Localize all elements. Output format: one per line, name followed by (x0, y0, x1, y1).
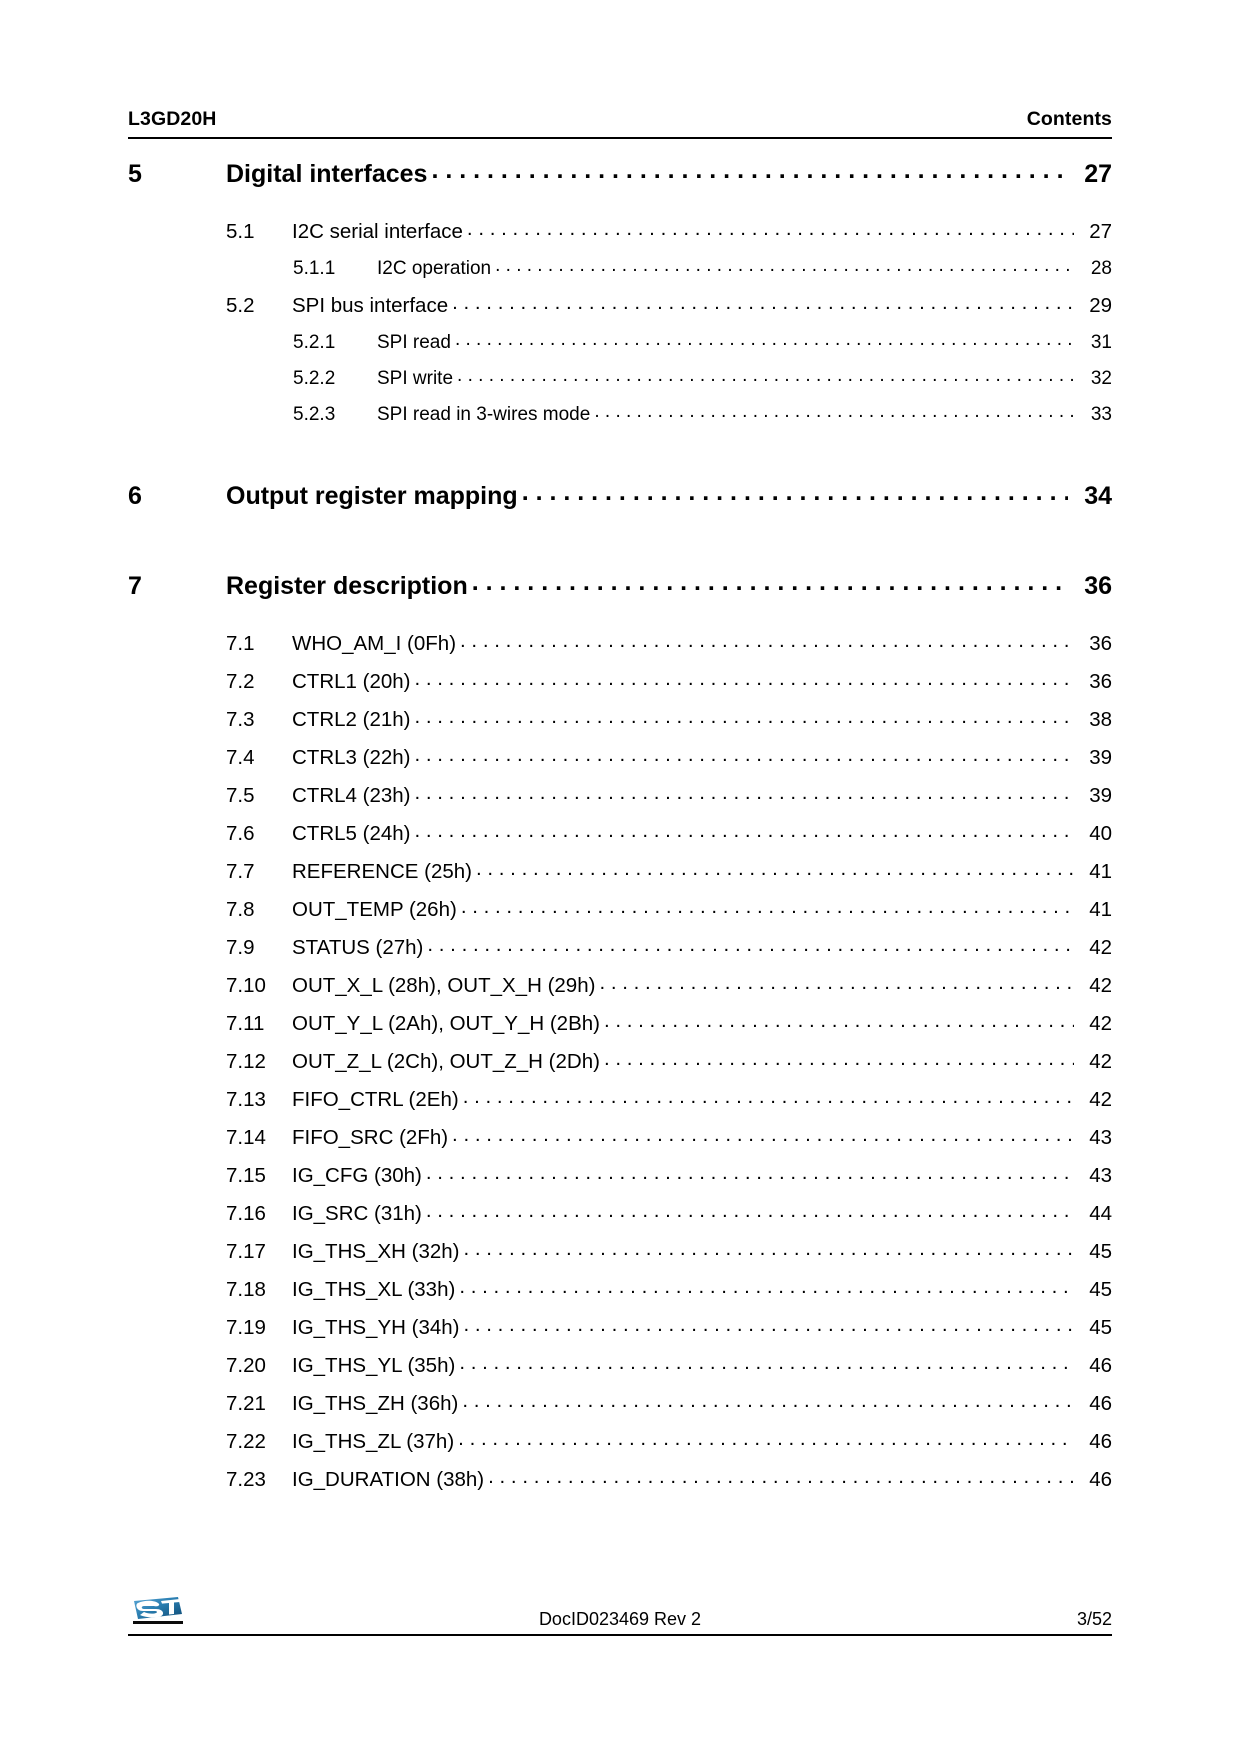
page-header-row (128, 108, 1112, 137)
toc-entry-page: 39 (1089, 784, 1112, 807)
toc-entry-title: REFERENCE (25h) (292, 860, 472, 883)
table-of-contents (128, 160, 1112, 1506)
toc-entry-title: CTRL2 (21h) (292, 708, 411, 731)
toc-entry-title: IG_SRC (31h) (292, 1202, 422, 1225)
toc-entry-page: 46 (1089, 1392, 1112, 1415)
toc-entry-number: 7.21 (226, 1392, 266, 1415)
toc-entry-title: I2C operation (377, 258, 492, 279)
toc-entry[interactable] (128, 482, 1112, 530)
toc-entry-page: 40 (1089, 822, 1112, 845)
toc-entry[interactable] (128, 1126, 1112, 1164)
toc-entry-title: Register description (226, 572, 468, 600)
footer-row (128, 1590, 1112, 1634)
toc-entry-title: Digital interfaces (226, 160, 428, 188)
toc-entry-page: 36 (1089, 670, 1112, 693)
toc-entry[interactable] (128, 1430, 1112, 1468)
toc-entry[interactable] (128, 1164, 1112, 1202)
toc-entry-page: 44 (1089, 1202, 1112, 1225)
toc-leader-dots (415, 819, 1075, 843)
toc-entry-title: Output register mapping (226, 482, 518, 510)
toc-leader-dots (461, 895, 1074, 919)
toc-entry-page: 45 (1089, 1316, 1112, 1339)
footer-divider (128, 1634, 1112, 1636)
toc-entry-number: 7.16 (226, 1202, 266, 1225)
toc-entry-number: 7.1 (226, 632, 255, 655)
toc-leader-dots (452, 1123, 1074, 1147)
toc-entry[interactable] (128, 1088, 1112, 1126)
toc-entry-number: 7.15 (226, 1164, 266, 1187)
toc-entry[interactable] (128, 1012, 1112, 1050)
toc-entry-page: 42 (1089, 1012, 1112, 1035)
toc-entry-page: 45 (1089, 1278, 1112, 1301)
toc-leader-dots (599, 971, 1074, 995)
toc-entry[interactable] (128, 404, 1112, 440)
toc-entry-number: 6 (128, 482, 142, 510)
toc-entry-page: 33 (1090, 404, 1112, 425)
toc-entry-page: 43 (1089, 1126, 1112, 1149)
toc-leader-dots (455, 329, 1074, 351)
header-document-title: L3GD20H (128, 108, 217, 130)
toc-spacer (128, 440, 1112, 482)
toc-spacer (128, 530, 1112, 572)
toc-entry-number: 5.1.1 (293, 258, 336, 279)
toc-leader-dots (415, 781, 1075, 805)
toc-entry-number: 7.5 (226, 784, 255, 807)
toc-leader-dots (415, 667, 1075, 691)
toc-entry-page: 41 (1089, 860, 1112, 883)
toc-entry-title: OUT_Z_L (2Ch), OUT_Z_H (2Dh) (292, 1050, 600, 1073)
toc-entry-number: 7.14 (226, 1126, 266, 1149)
toc-entry[interactable] (128, 746, 1112, 784)
toc-entry-page: 46 (1089, 1354, 1112, 1377)
toc-leader-dots (604, 1047, 1074, 1071)
toc-entry-number: 7.17 (226, 1240, 266, 1263)
toc-entry-number: 7.19 (226, 1316, 266, 1339)
toc-entry-page: 41 (1089, 898, 1112, 921)
toc-entry-title: IG_THS_ZH (36h) (292, 1392, 459, 1415)
toc-entry-number: 5.2.3 (293, 404, 336, 425)
toc-entry[interactable] (128, 1202, 1112, 1240)
toc-leader-dots (463, 1237, 1074, 1261)
toc-entry-title: SPI read (377, 332, 451, 353)
toc-entry-page: 36 (1084, 572, 1112, 600)
toc-entry[interactable] (128, 572, 1112, 620)
toc-leader-dots (463, 1313, 1074, 1337)
toc-leader-dots (522, 478, 1068, 507)
header-section-name: Contents (1026, 108, 1112, 130)
toc-leader-dots (457, 365, 1074, 387)
toc-entry[interactable] (128, 258, 1112, 294)
toc-entry-title: SPI write (377, 368, 454, 389)
toc-leader-dots (458, 1427, 1074, 1451)
toc-entry-title: OUT_Y_L (2Ah), OUT_Y_H (2Bh) (292, 1012, 600, 1035)
toc-entry[interactable] (128, 1354, 1112, 1392)
toc-entry-title: STATUS (27h) (292, 936, 424, 959)
toc-entry-title: I2C serial interface (292, 220, 463, 243)
toc-entry-number: 7.13 (226, 1088, 266, 1111)
toc-entry-title: FIFO_SRC (2Fh) (292, 1126, 449, 1149)
toc-entry-number: 7.22 (226, 1430, 266, 1453)
toc-entry-number: 7.11 (226, 1012, 265, 1035)
toc-entry[interactable] (128, 1392, 1112, 1430)
toc-entry-page: 39 (1089, 746, 1112, 769)
toc-entry-title: CTRL3 (22h) (292, 746, 411, 769)
toc-leader-dots (426, 1161, 1074, 1185)
toc-entry[interactable] (128, 822, 1112, 860)
footer-doc-id: DocID023469 Rev 2 (538, 1609, 702, 1629)
toc-entry[interactable] (128, 220, 1112, 258)
toc-entry-page: 43 (1089, 1164, 1112, 1187)
toc-entry-title: IG_DURATION (38h) (292, 1468, 485, 1491)
toc-entry-page: 28 (1090, 258, 1112, 279)
toc-entry-page: 46 (1089, 1430, 1112, 1453)
toc-leader-dots (476, 857, 1074, 881)
toc-entry[interactable] (128, 632, 1112, 670)
toc-leader-dots (452, 291, 1074, 315)
toc-entry-title: SPI read in 3-wires mode (377, 404, 591, 425)
toc-entry-number: 7.12 (226, 1050, 266, 1073)
toc-entry-number: 5.2 (226, 294, 255, 317)
toc-leader-dots (604, 1009, 1074, 1033)
toc-entry-number: 7.3 (226, 708, 255, 731)
toc-entry[interactable] (128, 1278, 1112, 1316)
toc-entry-number: 7.9 (226, 936, 255, 959)
toc-entry[interactable] (128, 898, 1112, 936)
toc-leader-dots (594, 401, 1074, 423)
toc-entry-number: 7.10 (226, 974, 266, 997)
toc-entry-title: OUT_X_L (28h), OUT_X_H (29h) (292, 974, 596, 997)
toc-entry-number: 5.2.2 (293, 368, 336, 389)
toc-entry-title: CTRL4 (23h) (292, 784, 411, 807)
toc-entry-title: IG_THS_XL (33h) (292, 1278, 456, 1301)
toc-entry-title: WHO_AM_I (0Fh) (292, 632, 457, 655)
page-header (128, 108, 1112, 146)
toc-entry-number: 7.7 (226, 860, 255, 883)
toc-leader-dots (467, 217, 1074, 241)
toc-leader-dots (415, 705, 1075, 729)
toc-entry[interactable] (128, 1240, 1112, 1278)
toc-entry-title: CTRL5 (24h) (292, 822, 411, 845)
toc-entry[interactable] (128, 1050, 1112, 1088)
toc-leader-dots (459, 1351, 1074, 1375)
toc-entry-page: 36 (1089, 632, 1112, 655)
toc-entry-title: IG_THS_XH (32h) (292, 1240, 460, 1263)
toc-entry[interactable] (128, 708, 1112, 746)
toc-entry-title: FIFO_CTRL (2Eh) (292, 1088, 459, 1111)
header-divider (128, 137, 1112, 139)
toc-entry-number: 7.2 (226, 670, 255, 693)
toc-entry-page: 38 (1089, 708, 1112, 731)
toc-entry[interactable] (128, 1468, 1112, 1506)
toc-entry-title: SPI bus interface (292, 294, 449, 317)
toc-entry-number: 7.18 (226, 1278, 266, 1301)
toc-leader-dots (463, 1085, 1074, 1109)
toc-leader-dots (462, 1389, 1074, 1413)
toc-leader-dots (460, 629, 1074, 653)
toc-entry-page: 31 (1090, 332, 1112, 353)
toc-entry[interactable] (128, 332, 1112, 368)
toc-entry-title: IG_CFG (30h) (292, 1164, 422, 1187)
toc-entry-page: 27 (1089, 220, 1112, 243)
toc-entry-number: 7.20 (226, 1354, 266, 1377)
toc-entry-number: 7 (128, 572, 142, 600)
toc-entry-number: 5.2.1 (293, 332, 336, 353)
toc-leader-dots (459, 1275, 1074, 1299)
toc-entry-title: CTRL1 (20h) (292, 670, 411, 693)
toc-leader-dots (495, 255, 1074, 277)
toc-entry-page: 42 (1089, 1088, 1112, 1111)
toc-entry-page: 32 (1090, 368, 1112, 389)
toc-leader-dots (427, 933, 1074, 957)
toc-entry[interactable] (128, 1316, 1112, 1354)
toc-entry-number: 7.6 (226, 822, 255, 845)
toc-leader-dots (431, 156, 1068, 185)
toc-entry-number: 7.23 (226, 1468, 266, 1491)
toc-entry-page: 34 (1084, 482, 1112, 510)
toc-entry-title: IG_THS_YL (35h) (292, 1354, 456, 1377)
toc-entry[interactable] (128, 368, 1112, 404)
toc-entry[interactable] (128, 974, 1112, 1012)
toc-entry-number: 7.8 (226, 898, 255, 921)
toc-entry-number: 5.1 (226, 220, 255, 243)
toc-leader-dots (488, 1465, 1074, 1489)
toc-entry-title: IG_THS_ZL (37h) (292, 1430, 455, 1453)
footer-page-number: 3/52 (1076, 1609, 1112, 1629)
toc-leader-dots (472, 568, 1068, 597)
toc-entry-page: 42 (1089, 936, 1112, 959)
toc-entry-title: OUT_TEMP (26h) (292, 898, 457, 921)
toc-entry[interactable] (128, 670, 1112, 708)
toc-entry-page: 45 (1089, 1240, 1112, 1263)
toc-entry-page: 29 (1089, 294, 1112, 317)
page-footer (128, 1590, 1112, 1636)
toc-entry[interactable] (128, 860, 1112, 898)
toc-entry-title: IG_THS_YH (34h) (292, 1316, 460, 1339)
toc-entry[interactable] (128, 294, 1112, 332)
toc-entry-page: 42 (1089, 974, 1112, 997)
toc-leader-dots (426, 1199, 1074, 1223)
toc-entry[interactable] (128, 784, 1112, 822)
toc-entry[interactable] (128, 936, 1112, 974)
toc-entry-number: 5 (128, 160, 142, 188)
toc-entry-page: 46 (1089, 1468, 1112, 1491)
toc-entry-page: 42 (1089, 1050, 1112, 1073)
toc-entry-number: 7.4 (226, 746, 255, 769)
toc-entry[interactable] (128, 160, 1112, 208)
toc-entry-page: 27 (1084, 160, 1112, 188)
toc-leader-dots (415, 743, 1075, 767)
